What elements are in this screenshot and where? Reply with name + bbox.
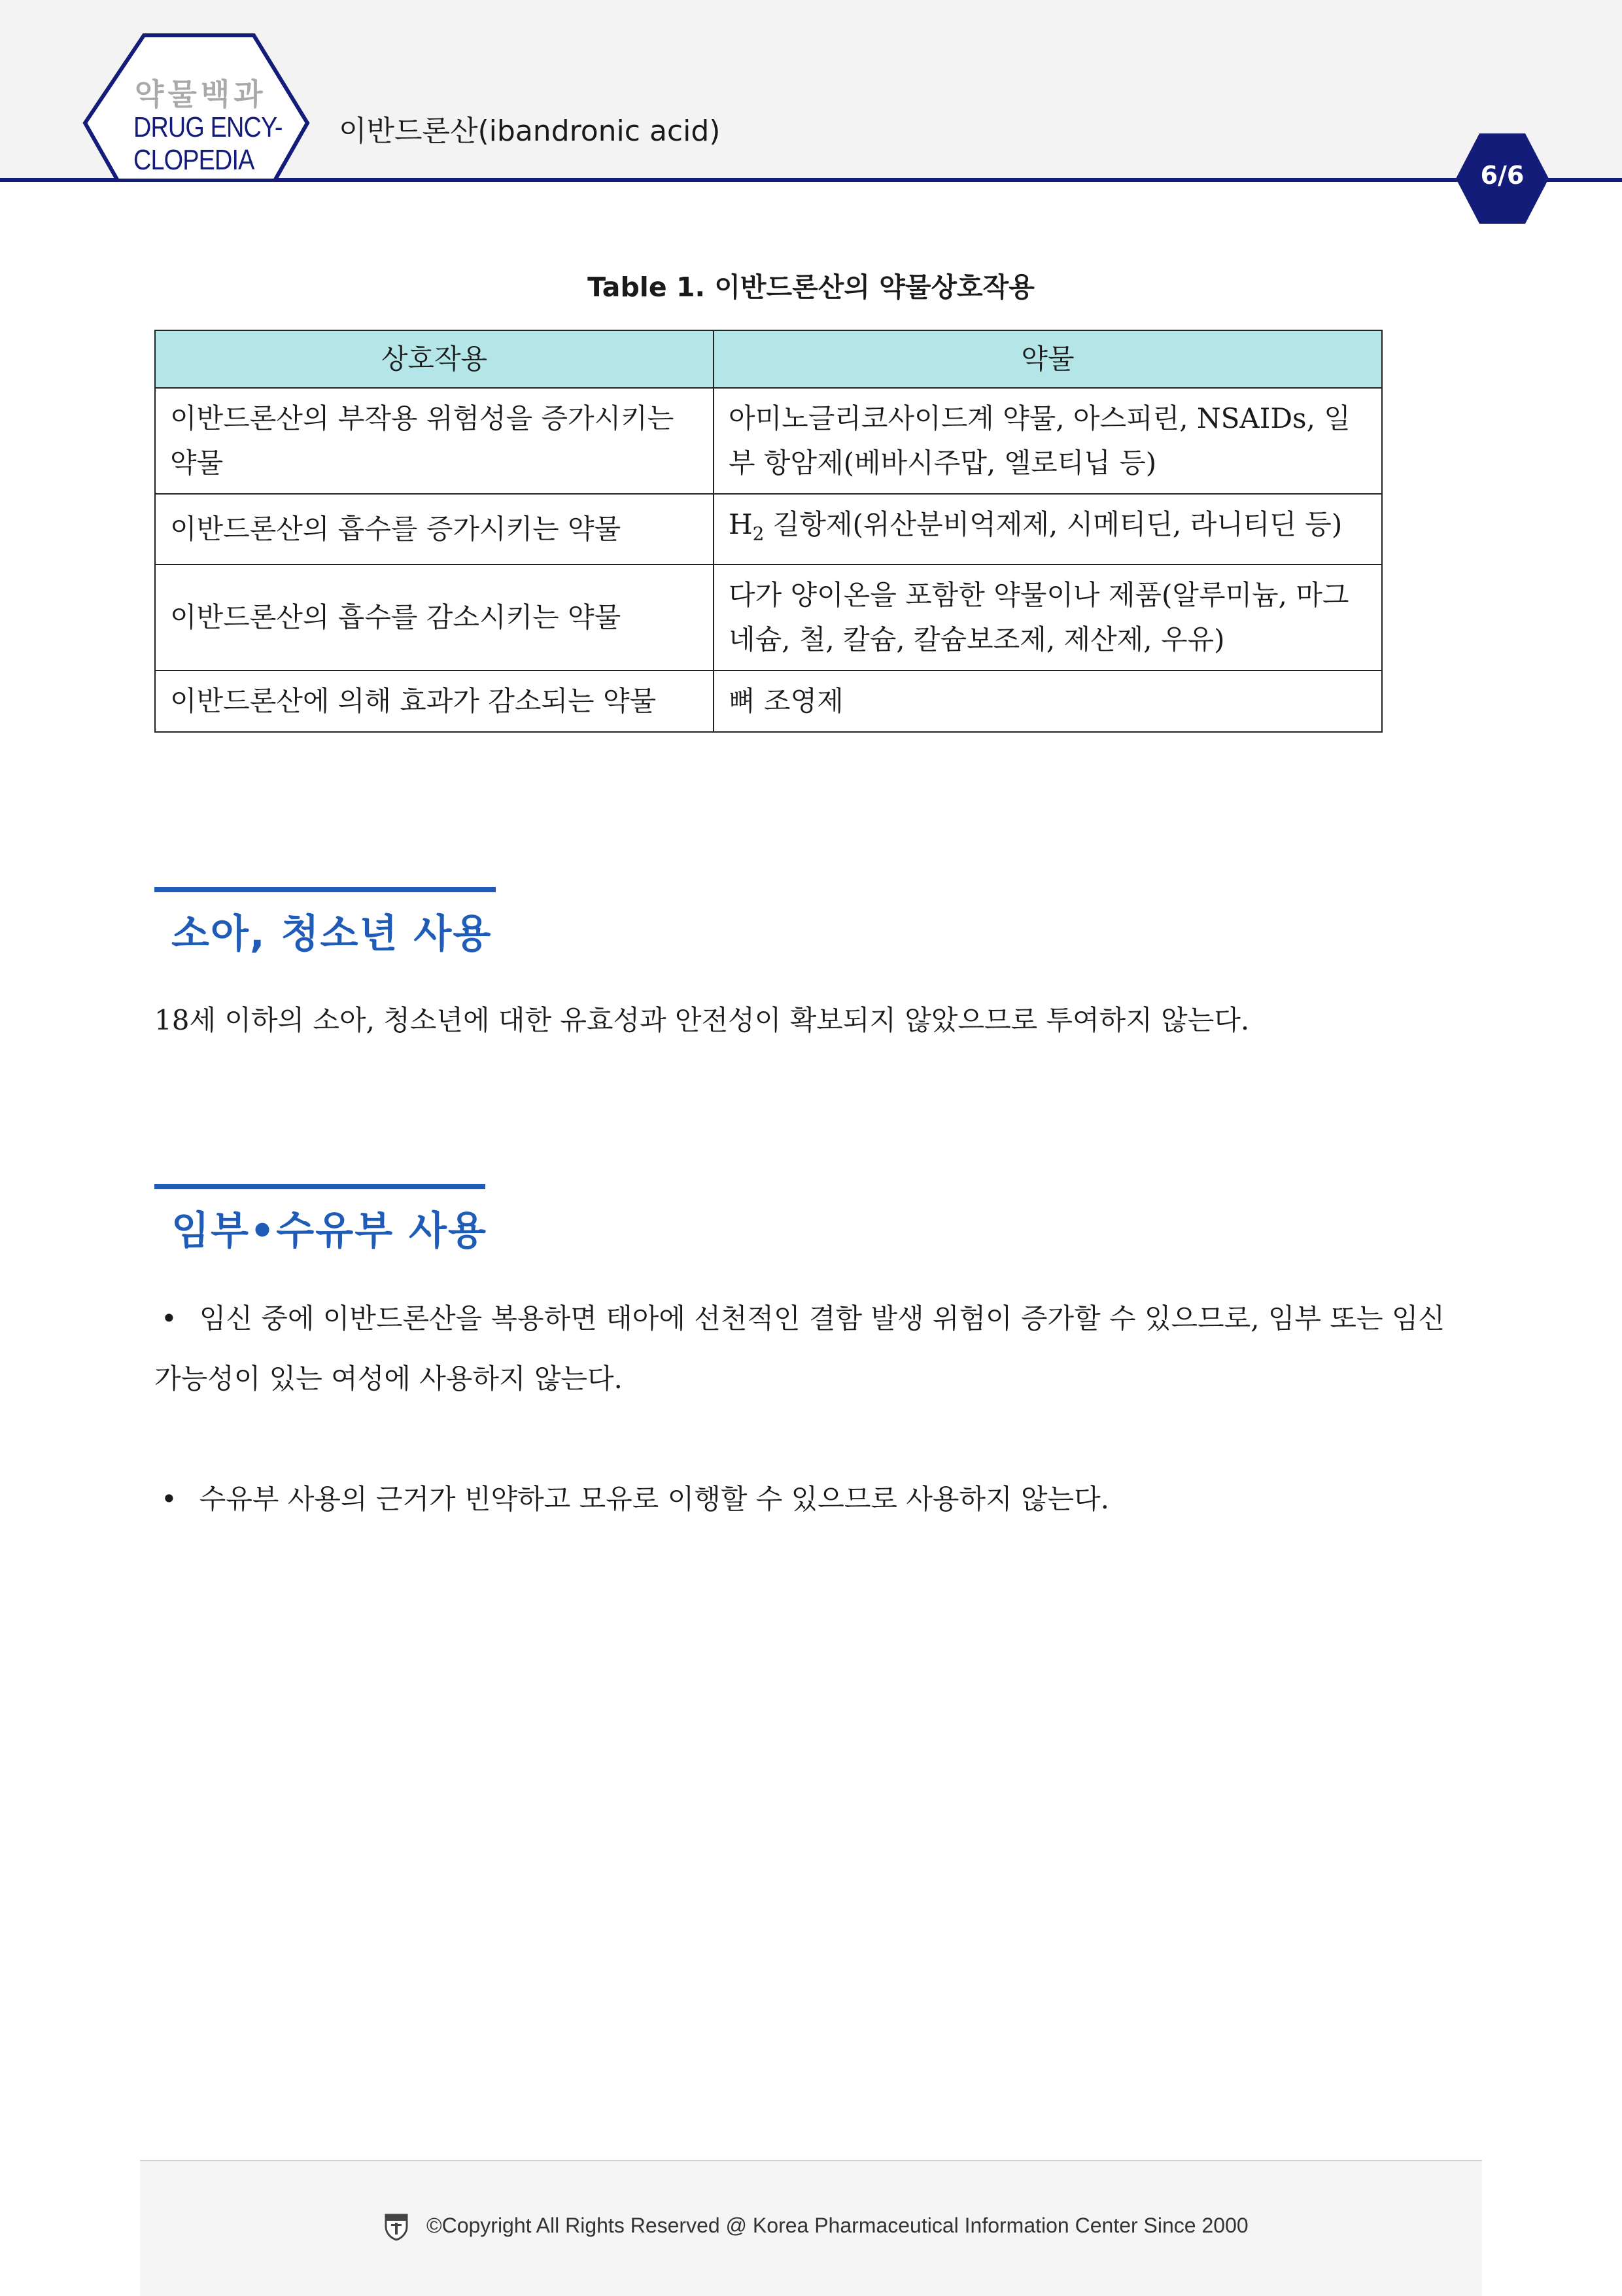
- interaction-cell: 이반드론산의 부작용 위험성을 증가시키는 약물: [155, 388, 714, 494]
- interaction-cell: 이반드론산에 의해 효과가 감소되는 약물: [155, 670, 714, 732]
- interaction-cell: 이반드론산의 흡수를 감소시키는 약물: [155, 565, 714, 670]
- table-row: [155, 670, 1382, 732]
- column-header-drug: 약물: [714, 330, 1382, 388]
- pediatric-text: 18세 이하의 소아, 청소년에 대한 유효성과 안전성이 확보되지 않았으므로 투여하지 않는다.: [154, 1004, 1250, 1036]
- bullet-icon: •: [161, 1302, 177, 1334]
- document-title: 이반드론산(ibandronic acid): [339, 114, 721, 148]
- drug-interaction-table: [154, 330, 1383, 733]
- shield-crest-icon: [383, 2212, 409, 2241]
- drug-cell: 다가 양이온을 포함한 약물이나 제품(알루미늄, 마그네슘, 철, 칼슘, 칼슘보조제, 제산제, 우유): [714, 565, 1382, 670]
- section-bar-pregnancy: [154, 1184, 485, 1189]
- table-header-row: [155, 330, 1382, 388]
- bullet-icon: •: [161, 1483, 177, 1515]
- drug-cell: 뼈 조영제: [714, 670, 1382, 732]
- list-item: • 수유부 사용의 근거가 빈약하고 모유로 이행할 수 있으므로 사용하지 않는다.: [161, 1483, 1110, 1515]
- page-number: 6/6: [1480, 161, 1525, 190]
- section-title-pediatric: 소아, 청소년 사용: [171, 911, 492, 957]
- logo-korean-text: 약물백과: [135, 77, 267, 112]
- list-item: • 임신 중에 이반드론산을 복용하면 태아에 선천적인 결함 발생 위험이 증가할 수 있으므로, 임부 또는 임신 가능성이 있는 여성에 사용하지 않는다.: [154, 1302, 1445, 1395]
- drug-cell: $H_2$ 길항제(위산분비억제제, 시메티딘, 라니티딘 등): [714, 494, 1382, 565]
- column-header-interaction: 상호작용: [155, 330, 714, 388]
- table-row: [155, 494, 1382, 565]
- section-title-pregnancy: 임부•수유부 사용: [171, 1208, 487, 1254]
- table-row: [155, 565, 1382, 670]
- interaction-cell: 이반드론산의 흡수를 증가시키는 약물: [155, 494, 714, 565]
- footer-copyright: ©Copyright All Rights Reserved @ Korea Pharmaceutical Information Center Since 2000: [426, 2214, 1249, 2237]
- drug-cell: 아미노글리코사이드계 약물, 아스피린, NSAIDs, 일부 항암제(베바시주맙, 엘로티닙 등): [714, 388, 1382, 494]
- section-bar-pediatric: [154, 887, 496, 892]
- table-row: [155, 388, 1382, 494]
- logo-english-text: DRUG ENCY- CLOPEDIA: [133, 111, 283, 176]
- table-caption: Table 1. 이반드론산의 약물상호작용: [587, 271, 1035, 303]
